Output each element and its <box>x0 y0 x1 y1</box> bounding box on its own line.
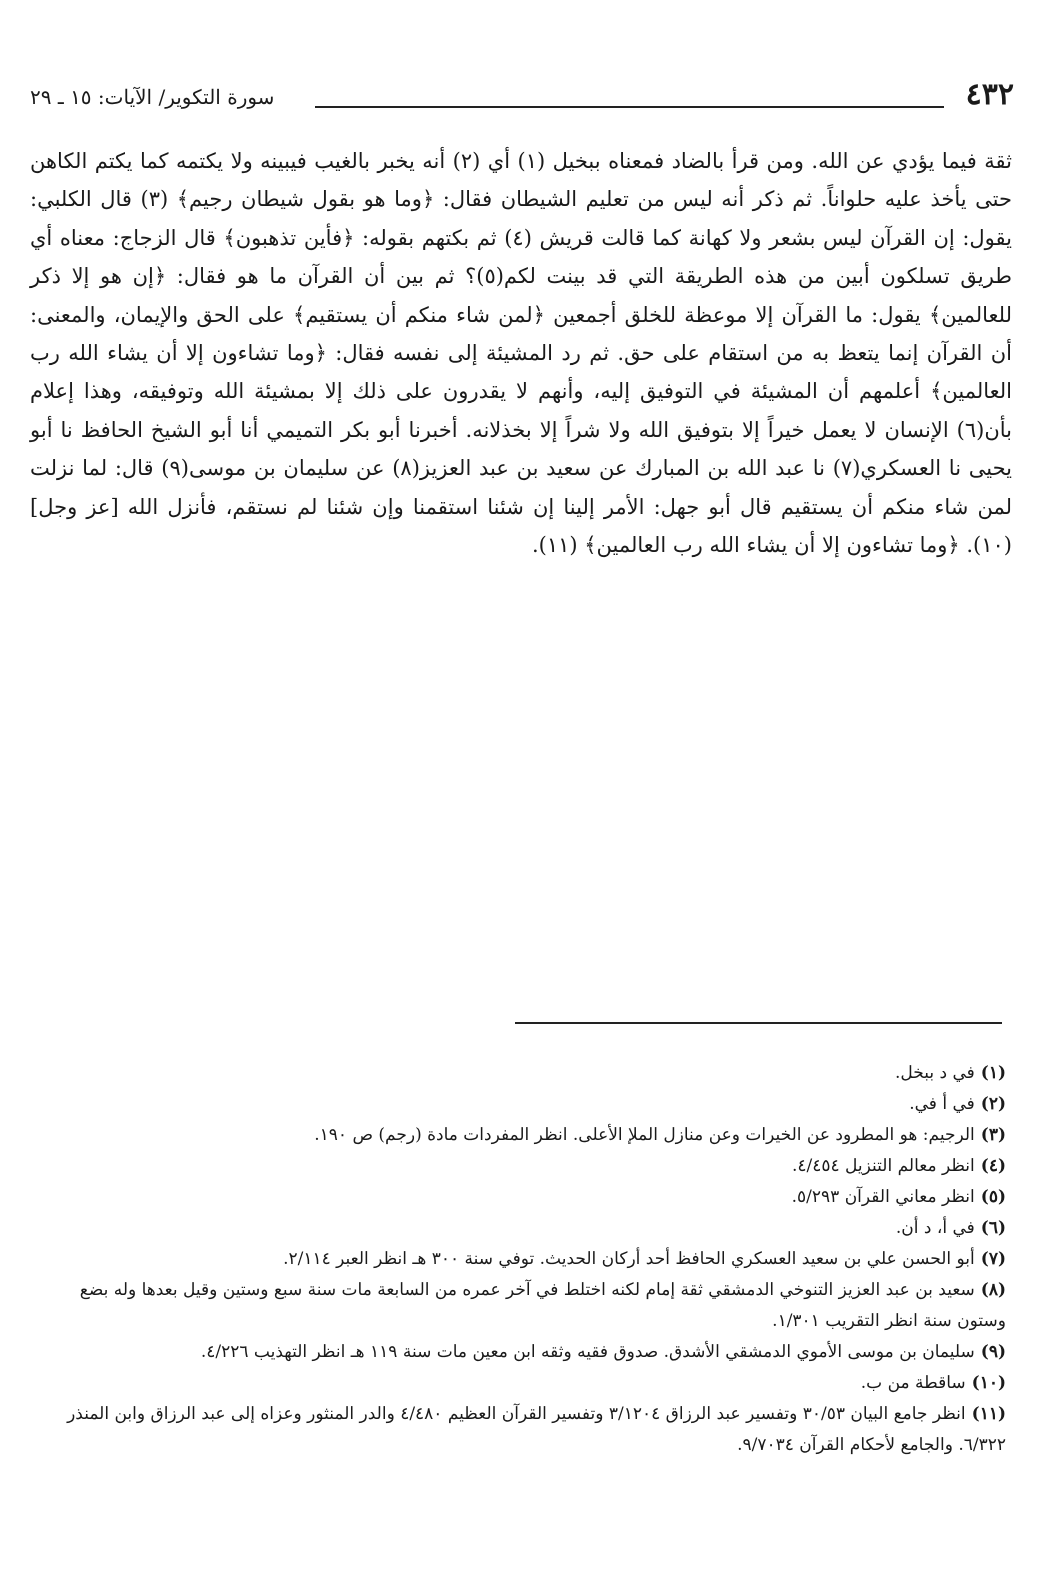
footnote-text: سليمان بن موسى الأموي الدمشقي الأشدق. صدوق فقيه وثقه ابن معين مات سنة ١١٩ هـ انظر التهذيب ٤/٢٢٦. <box>200 1342 975 1362</box>
footnote-number: (٣) <box>980 1125 1006 1145</box>
footnote-number: (١١) <box>971 1404 1006 1424</box>
footnote <box>40 1368 1006 1399</box>
footnote-text: أبو الحسن علي بن سعيد العسكري الحافظ أحد أركان الحديث. توفي سنة ٣٠٠ هـ انظر العبر ٢/١١٤. <box>283 1249 975 1269</box>
footnote <box>40 1213 1006 1244</box>
footnote-text: في أ في. <box>909 1094 975 1114</box>
footnote-text: الرجيم: هو المطرود عن الخيرات وعن منازل الملإ الأعلى. انظر المفردات مادة (رجم) ص ١٩٠. <box>314 1125 975 1145</box>
page-header <box>30 78 1014 118</box>
footnote-text: انظر معالم التنزيل ٤/٤٥٤. <box>791 1156 975 1176</box>
footnote-number: (٥) <box>980 1187 1006 1207</box>
footnote <box>40 1151 1006 1182</box>
footnote <box>40 1182 1006 1213</box>
footnote-text: في أ، د أن. <box>895 1218 975 1238</box>
header-rule <box>315 106 944 108</box>
page-number: ٤٣٢ <box>965 77 1014 112</box>
footnote-number: (٢) <box>980 1094 1006 1114</box>
footnote-text: سعيد بن عبد العزيز التنوخي الدمشقي ثقة إمام لكنه اختلط في آخر عمره من السابعة مات سنة سبع وستين وقيل بعدها وله بضع وستون سنة انظر التقريب ١/٣٠١. <box>79 1280 1006 1331</box>
main-paragraph: ثقة فيما يؤدي عن الله. ومن قرأ بالضاد فمعناه ببخيل (١) أي (٢) أنه يخبر بالغيب فيبينه ولا يكتمه كما يكتم الكاهن حتى يأخذ عليه حلواناً. ثم ذكر أنه ليس من تعليم الشيطان فقال: ﴿وما هو بقول شيطان رجيم﴾ (٣) قال الكلبي: يقول: إن القرآن ليس بشعر ولا كهانة كما قالت قريش (٤) ثم بكتهم بقوله: ﴿فأين تذهبون﴾ قال الزجاج: معناه أي طريق تسلكون أبين من هذه الطريقة التي قد بينت لكم(٥)؟ ثم بين أن القرآن ما هو فقال: ﴿إن هو إلا ذكر للعالمين﴾ يقول: ما القرآن إلا موعظة للخلق أجمعين ﴿لمن شاء منكم أن يستقيم﴾ على الحق والإيمان، والمعنى: أن القرآن إنما يتعظ به من استقام على حق. ثم رد المشيئة إلى نفسه فقال: ﴿وما تشاءون إلا أن يشاء الله رب العالمين﴾ أعلمهم أن المشيئة في التوفيق إليه، وأنهم لا يقدرون على ذلك إلا بمشيئة الله وتوفيقه، وهذا إعلام بأن(٦) الإنسان لا يعمل خيراً إلا بتوفيق الله ولا شراً إلا بخذلانه. أخبرنا أبو بكر التميمي أنا أبو الشيخ الحافظ نا أبو يحيى نا العسكري(٧) نا عبد الله بن المبارك عن سعيد بن عبد العزيز(٨) عن سليمان بن موسى(٩) قال: لما نزلت لمن شاء منكم أن يستقيم قال أبو جهل: الأمر إلينا إن شئنا استقمنا وإن شئنا لم نستقم، فأنزل الله [عز وجل] (١٠). ﴿وما تشاءون إلا أن يشاء الله رب العالمين﴾ (١١). <box>30 149 1013 558</box>
footnote-number: (٩) <box>980 1342 1006 1362</box>
footnote-number: (١) <box>980 1063 1006 1083</box>
footnote <box>40 1399 1006 1461</box>
footnote <box>40 1244 1006 1275</box>
footnote <box>40 1120 1006 1151</box>
footnote-text: انظر جامع البيان ٣٠/٥٣ وتفسير عبد الرزاق ٣/١٢٠٤ وتفسير القرآن العظيم ٤/٤٨٠ والدر المنثور وعزاه إلى عبد الرزاق وابن المنذر ٦/٣٢٢. والجامع لأحكام القرآن ٩/٧٠٣٤. <box>67 1404 1006 1455</box>
footnote-separator <box>515 1022 1002 1024</box>
footnote-text: ساقطة من ب. <box>860 1373 966 1393</box>
footnotes <box>40 1058 1006 1461</box>
footnote-number: (٤) <box>980 1156 1006 1176</box>
footnote-number: (٨) <box>980 1280 1006 1300</box>
footnote <box>40 1337 1006 1368</box>
footnote <box>40 1275 1006 1337</box>
running-head: سورة التكوير/ الآيات: ١٥ ـ ٢٩ <box>30 85 275 109</box>
main-text <box>30 142 1012 564</box>
footnote-number: (١٠) <box>971 1373 1006 1393</box>
footnote-number: (٦) <box>980 1218 1006 1238</box>
footnote-text: انظر معاني القرآن ٥/٢٩٣. <box>791 1187 975 1207</box>
footnote <box>40 1089 1006 1120</box>
footnote-text: في د ببخل. <box>894 1063 975 1083</box>
footnote <box>40 1058 1006 1089</box>
footnote-number: (٧) <box>980 1249 1006 1269</box>
